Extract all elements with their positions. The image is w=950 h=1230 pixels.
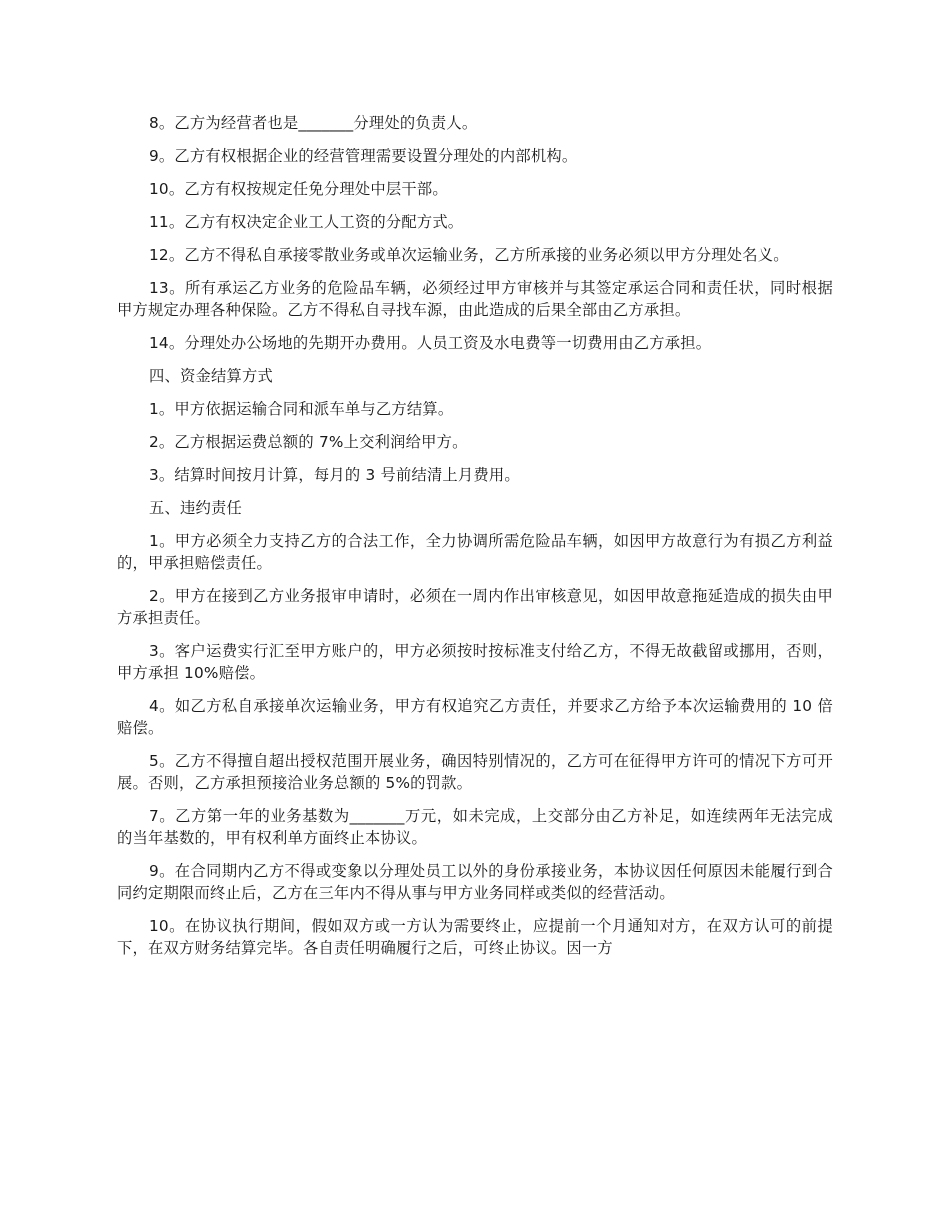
liability-clause-2: 2。甲方在接到乙方业务报审申请时，必须在一周内作出审核意见，如因甲故意拖延造成的损失由甲方承担责任。 (117, 587, 833, 627)
clause-12-no-private-business: 12。乙方不得私自承接零散业务或单次运输业务，乙方所承接的业务必须以甲方分理处名义。 (149, 246, 789, 264)
section-heading-liability: 五、违约责任 (149, 499, 242, 517)
clause-9-internal-structure: 9。乙方有权根据企业的经营管理需要设置分理处的内部机构。 (149, 147, 578, 165)
settlement-clause-1: 1。甲方依据运输合同和派车单与乙方结算。 (149, 400, 454, 418)
liability-clause-3: 3。客户运费实行汇至甲方账户的，甲方必须按时按标准支付给乙方，不得无故截留或挪用，否则，甲方承担 10%赔偿。 (117, 642, 833, 682)
liability-clause-10: 10。在协议执行期间，假如双方或一方认为需要终止，应提前一个月通知对方，在双方认可的前提下，在双方财务结算完毕。各自责任明确履行之后，可终止协议。因一方 (117, 917, 833, 957)
clause-14-office-costs: 14。分理处办公场地的先期开办费用。人员工资及水电费等一切费用由乙方承担。 (149, 334, 712, 352)
liability-clause-1: 1。甲方必须全力支持乙方的合法工作，全力协调所需危险品车辆，如因甲方故意行为有损乙方利益的，甲承担赔偿责任。 (117, 532, 833, 572)
liability-clause-7: 7。乙方第一年的业务基数为_______万元，如未完成，上交部分由乙方补足，如连续两年无法完成的当年基数的，甲有权利单方面终止本协议。 (117, 807, 833, 847)
clause-11-wage-distribution: 11。乙方有权决定企业工人工资的分配方式。 (149, 213, 464, 231)
settlement-clause-3: 3。结算时间按月计算，每月的 3 号前结清上月费用。 (149, 466, 520, 484)
settlement-clause-2: 2。乙方根据运费总额的 7%上交利润给甲方。 (149, 433, 468, 451)
liability-clause-5: 5。乙方不得擅自超出授权范围开展业务，确因特别情况的，乙方可在征得甲方许可的情况下方可开展。否则，乙方承担预接洽业务总额的 5%的罚款。 (117, 752, 833, 792)
clause-13-hazmat-vehicles: 13。所有承运乙方业务的危险品车辆，必须经过甲方审核并与其签定承运合同和责任状，同时根据甲方规定办理各种保险。乙方不得私自寻找车源，由此造成的后果全部由乙方承担。 (117, 279, 833, 319)
liability-clause-9: 9。在合同期内乙方不得或变象以分理处员工以外的身份承接业务，本协议因任何原因未能履行到合同约定期限而终止后，乙方在三年内不得从事与甲方业务同样或类似的经营活动。 (117, 862, 833, 902)
liability-clause-4: 4。如乙方私自承接单次运输业务，甲方有权追究乙方责任，并要求乙方给予本次运输费用的 10 倍赔偿。 (117, 697, 833, 737)
section-heading-settlement: 四、资金结算方式 (149, 367, 273, 385)
clause-8-manager: 8。乙方为经营者也是_______分理处的负责人。 (149, 114, 478, 132)
clause-10-appoint-cadres: 10。乙方有权按规定任免分理处中层干部。 (149, 180, 448, 198)
